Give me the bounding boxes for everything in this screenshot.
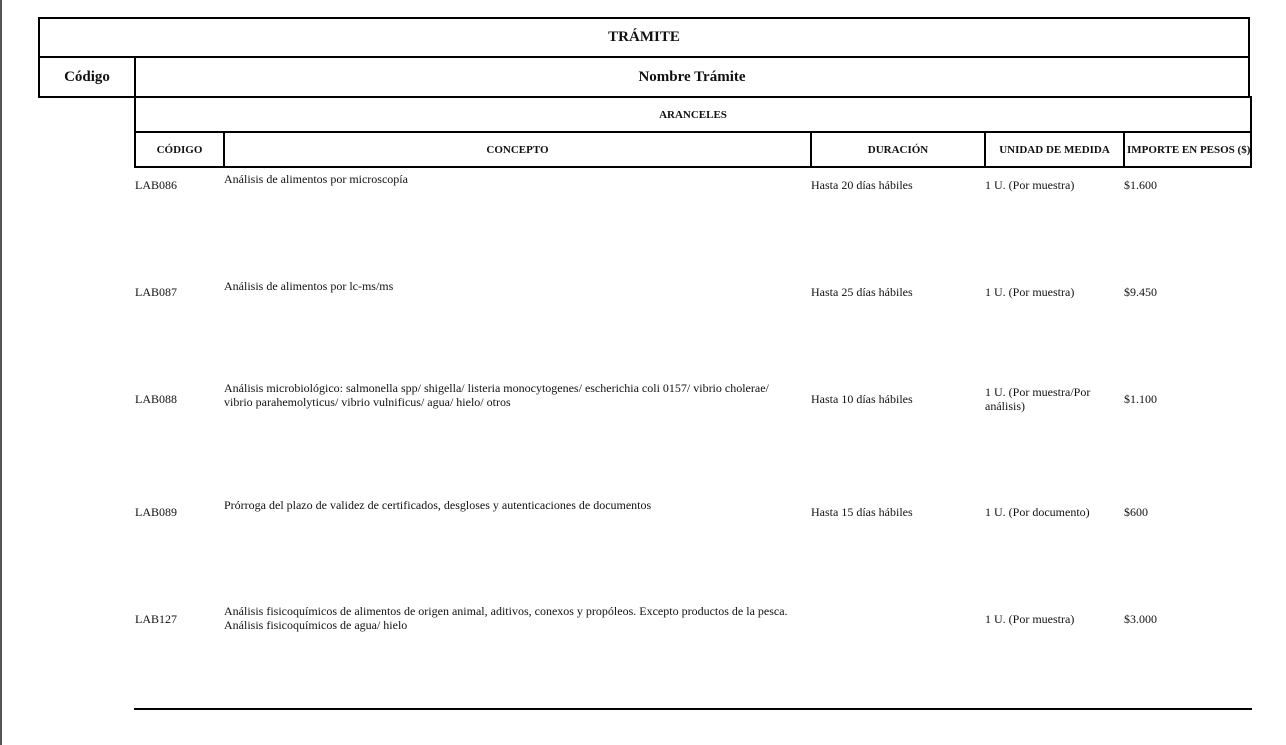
row-concept-line: Análisis microbiológico: salmonella spp/ shigella/ listeria monocytogenes/ escherichia coli 0157/ vibrio cholerae/ bbox=[224, 381, 769, 395]
row-code: LAB086 bbox=[135, 178, 177, 192]
row-unit bbox=[985, 505, 1115, 519]
column-header-price: IMPORTE EN PESOS ($) bbox=[1123, 131, 1252, 168]
row-price: $3.000 bbox=[1124, 612, 1157, 626]
row-duration: Hasta 10 días hábiles bbox=[811, 392, 913, 406]
row-price: $600 bbox=[1124, 505, 1148, 519]
row-code: LAB127 bbox=[135, 612, 177, 626]
row-concept bbox=[224, 604, 804, 632]
table-row bbox=[0, 498, 1286, 558]
table-row bbox=[0, 381, 1286, 441]
row-duration: Hasta 20 días hábiles bbox=[811, 178, 913, 192]
column-header-concept: CONCEPTO bbox=[223, 131, 812, 168]
row-concept bbox=[224, 279, 804, 293]
codigo-header: Código bbox=[38, 56, 136, 98]
row-concept-line: vibrio parahemolyticus/ vibrio vulnificus/ agua/ hielo/ otros bbox=[224, 395, 511, 409]
row-price: $9.450 bbox=[1124, 285, 1157, 299]
row-unit bbox=[985, 178, 1115, 192]
row-unit-line: 1 U. (Por muestra) bbox=[985, 285, 1075, 299]
table-row bbox=[0, 279, 1286, 339]
row-concept bbox=[224, 381, 804, 409]
row-concept-line: Análisis de alimentos por microscopía bbox=[224, 172, 408, 186]
row-concept bbox=[224, 498, 804, 512]
row-concept-line: Prórroga del plazo de validez de certificados, desgloses y autenticaciones de documentos bbox=[224, 498, 652, 512]
row-unit-line: 1 U. (Por muestra/Por bbox=[985, 385, 1091, 399]
row-unit-line: 1 U. (Por documento) bbox=[985, 505, 1090, 519]
row-code: LAB087 bbox=[135, 285, 177, 299]
row-unit-line: 1 U. (Por muestra) bbox=[985, 178, 1075, 192]
row-concept-line: Análisis de alimentos por lc-ms/ms bbox=[224, 279, 394, 293]
column-header-code: CÓDIGO bbox=[134, 131, 225, 168]
row-price: $1.100 bbox=[1124, 392, 1157, 406]
table-bottom-rule bbox=[134, 708, 1252, 710]
row-concept bbox=[224, 172, 804, 186]
row-code: LAB089 bbox=[135, 505, 177, 519]
row-unit bbox=[985, 385, 1115, 413]
row-duration: Hasta 15 días hábiles bbox=[811, 505, 913, 519]
row-duration: Hasta 25 días hábiles bbox=[811, 285, 913, 299]
row-concept-line: Análisis fisicoquímicos de agua/ hielo bbox=[224, 618, 408, 632]
table-row bbox=[0, 172, 1286, 232]
row-concept-line: Análisis fisicoquímicos de alimentos de origen animal, aditivos, conexos y propóleos. Excepto productos de la pesca. bbox=[224, 604, 788, 618]
nombre-tramite-header: Nombre Trámite bbox=[134, 56, 1250, 98]
row-unit-line: análisis) bbox=[985, 399, 1025, 413]
column-header-unit: UNIDAD DE MEDIDA bbox=[984, 131, 1125, 168]
row-unit bbox=[985, 612, 1115, 626]
row-code: LAB088 bbox=[135, 392, 177, 406]
row-unit-line: 1 U. (Por muestra) bbox=[985, 612, 1075, 626]
row-unit bbox=[985, 285, 1115, 299]
table-row bbox=[0, 604, 1286, 664]
column-header-duration: DURACIÓN bbox=[810, 131, 986, 168]
row-price: $1.600 bbox=[1124, 178, 1157, 192]
aranceles-header: ARANCELES bbox=[134, 96, 1252, 133]
tramite-title: TRÁMITE bbox=[38, 17, 1250, 58]
